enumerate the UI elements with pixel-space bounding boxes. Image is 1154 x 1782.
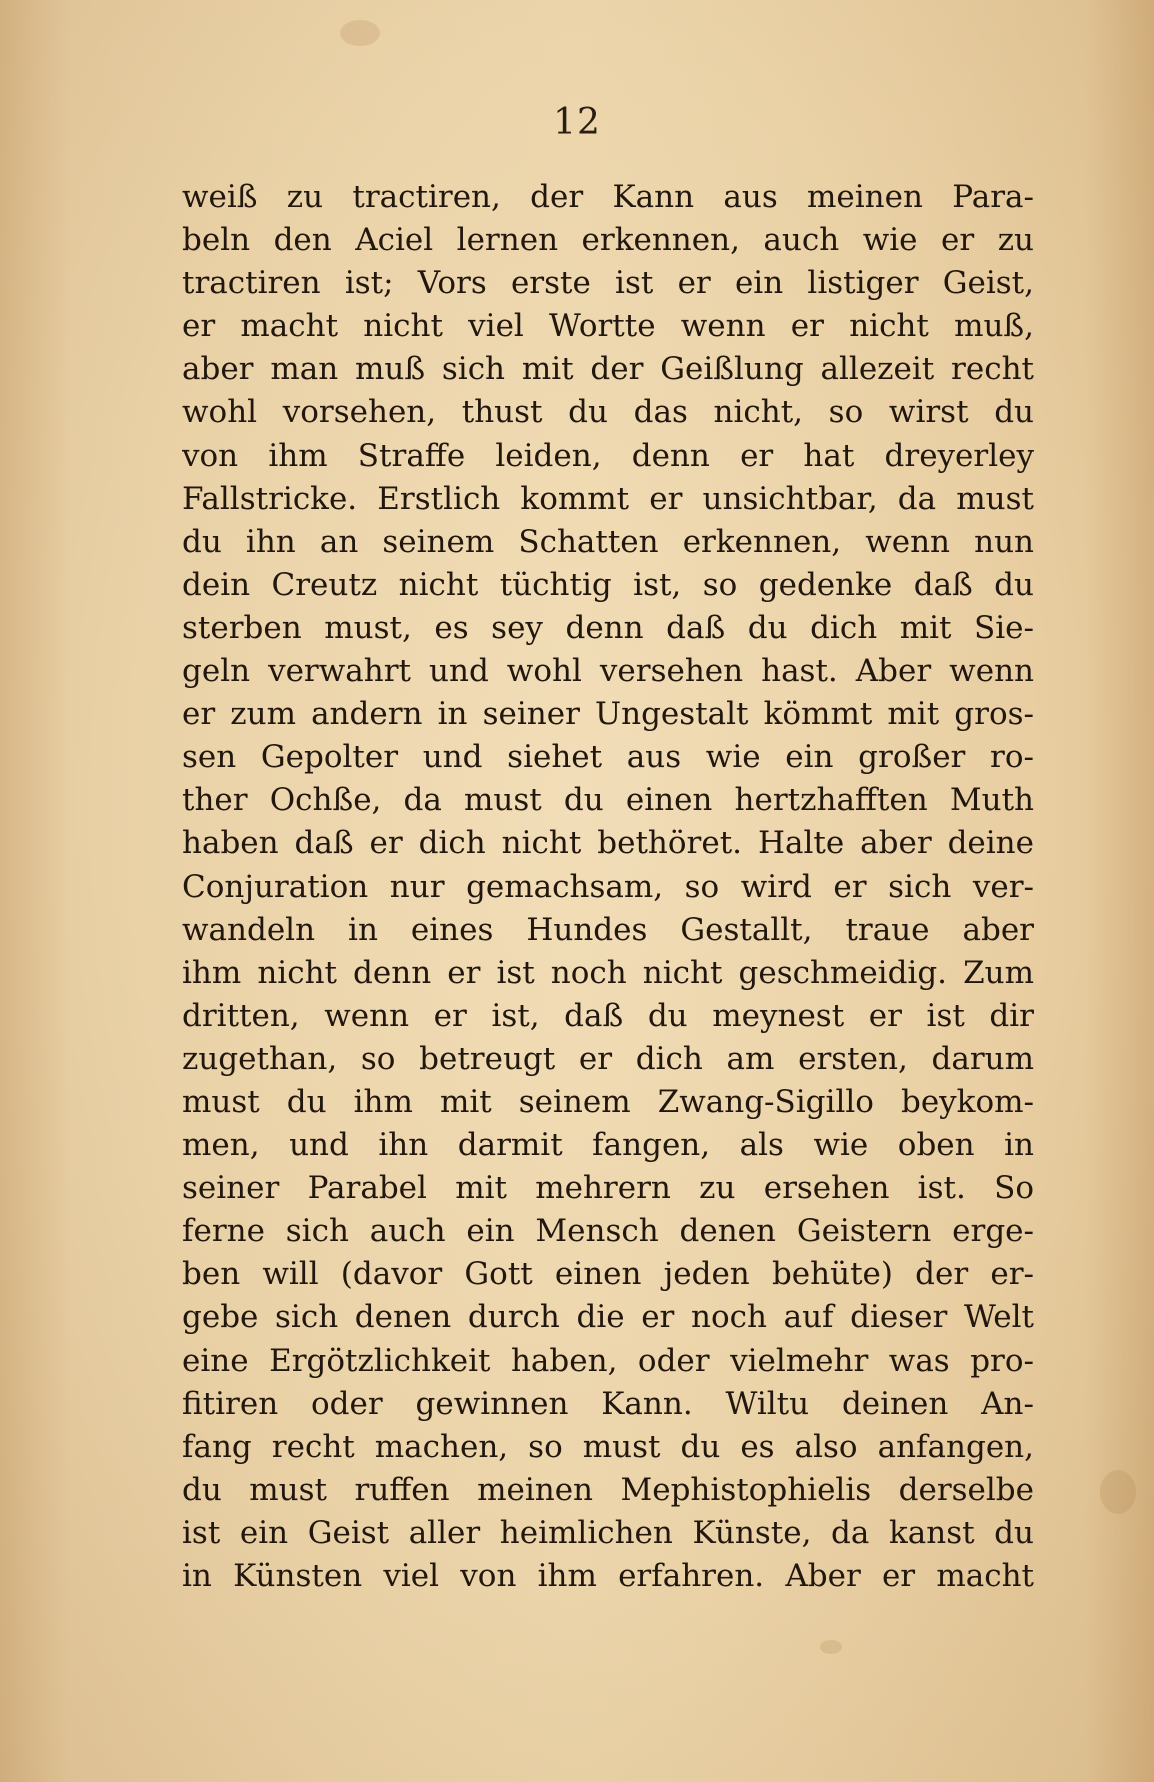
text-line: aber man muß sich mit der Geißlung allezeit recht [182,351,1034,388]
text-line: tractiren ist; Vors erste ist er ein listiger Geist, [182,265,1034,302]
text-line: er macht nicht viel Wortte wenn er nicht muß, [182,308,1034,345]
text-line: seiner Parabel mit mehrern zu ersehen ist. So [182,1170,1034,1207]
text-line: sterben must, es sey denn daß du dich mit Sie- [182,609,1034,646]
text-line: geln verwahrt und wohl versehen hast. Aber wenn [182,653,1034,690]
text-line: wandeln in eines Hundes Gestallt, traue aber [182,911,1034,948]
text-line: du ihn an seinem Schatten erkennen, wenn nun [182,523,1034,560]
text-line: von ihm Straffe leiden, denn er hat dreyerley [182,437,1034,474]
text-line: ihm nicht denn er ist noch nicht geschmeidig. Zum [182,954,1034,991]
text-line: wohl vorsehen, thust du das nicht, so wirst du [182,394,1034,431]
text-line: fitiren oder gewinnen Kann. Wiltu deinen An- [182,1385,1034,1422]
text-line: beln den Aciel lernen erkennen, auch wie er zu [182,222,1034,259]
text-line: sen Gepolter und siehet aus wie ein großer ro- [182,739,1034,776]
text-line: Conjuration nur gemachsam, so wird er sich ver- [182,868,1034,905]
text-line: zugethan, so betreugt er dich am ersten, darum [182,1040,1034,1077]
text-line: gebe sich denen durch die er noch auf dieser Welt [182,1299,1034,1336]
text-line: weiß zu tractiren, der Kann aus meinen Para- [182,179,1034,215]
text-line: du must ruffen meinen Mephistophielis derselbe [182,1471,1034,1508]
paper-stain [820,1640,842,1654]
text-line: ferne sich auch ein Mensch denen Geistern erge- [182,1213,1034,1250]
text-line: fang recht machen, so must du es also anfangen, [182,1428,1034,1465]
body-text [182,176,1034,1598]
text-line: Fallstricke. Erstlich kommt er unsichtbar, da must [182,480,1034,517]
text-line: ist ein Geist aller heimlichen Künste, da kanst du [182,1514,1034,1551]
text-line: men, und ihn darmit fangen, als wie oben in [182,1127,1034,1164]
paper-stain [1100,1470,1136,1514]
text-line: dein Creutz nicht tüchtig ist, so gedenke daß du [182,566,1034,603]
text-line: in Künsten viel von ihm erfahren. Aber er macht [182,1558,1034,1594]
text-line: ben will (davor Gott einen jeden behüte) der er- [182,1256,1034,1293]
paper-stain [340,20,380,46]
text-line: dritten, wenn er ist, daß du meynest er ist dir [182,997,1034,1034]
page-number: 12 [553,102,601,143]
text-line: haben daß er dich nicht bethöret. Halte aber deine [182,825,1034,862]
text-line: eine Ergötzlichkeit haben, oder vielmehr was pro- [182,1342,1034,1379]
text-line: must du ihm mit seinem Zwang-Sigillo beykom- [182,1083,1034,1120]
text-line: er zum andern in seiner Ungestalt kömmt mit gros- [182,696,1034,733]
text-line: ther Ochße, da must du einen hertzhafften Muth [182,782,1034,819]
